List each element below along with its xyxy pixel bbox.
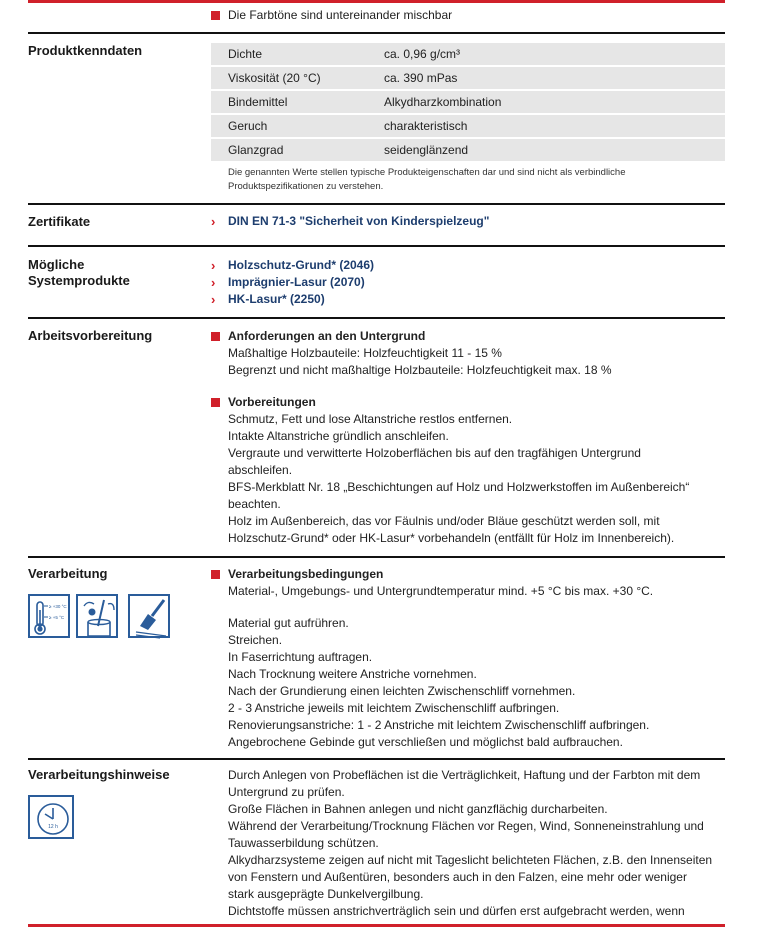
- text-line: Alkydharzsysteme zeigen auf nicht mit Tageslicht belichteten Flächen, z.B. den Innenseiten: [228, 853, 713, 867]
- note-line: Produktspezifikationen zu verstehen.: [228, 181, 384, 192]
- text-line: von Fenstern und Außentüren, besonders auch in den Falzen, eine mehr oder weniger: [228, 870, 687, 884]
- temp-high-label: ≥ +30 °C: [49, 604, 67, 609]
- section-divider: [28, 317, 725, 319]
- row-value: ca. 0,96 g/cm³: [384, 47, 461, 61]
- bottom-accent-rule: [28, 924, 725, 927]
- text-line: Holzschutz-Grund* oder HK-Lasur* vorbehandeln (entfällt für Holz im Innenbereich).: [228, 531, 675, 545]
- system-product-link[interactable]: HK-Lasur* (2250): [228, 292, 325, 306]
- row-value: charakteristisch: [384, 119, 468, 133]
- bullet-square: [211, 332, 220, 341]
- text-line: Durch Anlegen von Probeflächen ist die Verträglichkeit, Haftung und der Farbton mit dem: [228, 768, 701, 782]
- section-label-systemprodukte: [28, 257, 130, 289]
- text-line: Tauwasserbildung schützen.: [228, 836, 379, 850]
- text-line: BFS-Merkblatt Nr. 18 „Beschichtungen auf Holz und Holzwerkstoffen im Außenbereich“: [228, 480, 690, 494]
- row-key: Viskosität (20 °C): [228, 71, 321, 85]
- section-divider: [28, 32, 725, 34]
- intro-bullet-text: Die Farbtöne sind untereinander mischbar: [228, 8, 453, 22]
- section-label-verarbeitungshinweise: Verarbeitungshinweise: [28, 767, 170, 782]
- disclaimer-note: [228, 166, 718, 194]
- chevron-right-icon: ›: [211, 275, 216, 290]
- text-line: Renovierungsanstriche: 1 - 2 Anstriche mit leichtem Zwischenschliff aufbringen.: [228, 718, 650, 732]
- label-line: Systemprodukte: [28, 273, 130, 288]
- text-line: Schmutz, Fett und lose Altanstriche restlos entfernen.: [228, 412, 513, 426]
- text-line: Vergraute und verwitterte Holzoberflächen bis auf den tragfähigen Untergrund: [228, 446, 641, 460]
- row-key: Geruch: [228, 119, 268, 133]
- row-key: Glanzgrad: [228, 143, 284, 157]
- text-line: stark ausgeprägte Dunkelvergilbung.: [228, 887, 424, 901]
- system-product-link[interactable]: Imprägnier-Lasur (2070): [228, 275, 365, 289]
- text-line: Während der Verarbeitung/Trocknung Flächen vor Regen, Wind, Sonneneinstrahlung und: [228, 819, 704, 833]
- text-line: Material-, Umgebungs- und Untergrundtemperatur mind. +5 °C bis max. +30 °C.: [228, 584, 654, 598]
- table-row: [211, 91, 725, 113]
- table-row: [211, 43, 725, 65]
- text-line: Nach Trocknung weitere Anstriche vornehmen.: [228, 667, 477, 681]
- stir-paint-icon: [76, 594, 118, 638]
- row-key: Bindemittel: [228, 95, 288, 109]
- section-label-verarbeitung: Verarbeitung: [28, 566, 108, 581]
- text-line: In Faserrichtung auftragen.: [228, 650, 373, 664]
- paintbrush-icon: [128, 594, 170, 638]
- clock-icon: [28, 795, 74, 839]
- section-label-arbeitsvorbereitung: Arbeitsvorbereitung: [28, 328, 153, 343]
- label-line: Mögliche: [28, 257, 85, 272]
- text-line: abschleifen.: [228, 463, 293, 477]
- note-line: Die genannten Werte stellen typische Produkteigenschaften dar und sind nicht als verbindliche: [228, 167, 626, 178]
- chevron-right-icon: ›: [211, 258, 216, 273]
- text-line: Holz im Außenbereich, das vor Fäulnis und/oder Bläue geschützt werden soll, mit: [228, 514, 660, 528]
- text-line: Dichtstoffe müssen anstrichverträglich sein und dürfen erst aufgebracht werden, wenn: [228, 904, 685, 918]
- section-label-zertifikate: Zertifikate: [28, 214, 91, 229]
- section-label-produktkenndaten: Produktkenndaten: [28, 43, 143, 58]
- text-line: Maßhaltige Holzbauteile: Holzfeuchtigkeit 11 - 15 %: [228, 346, 502, 360]
- subheading: Anforderungen an den Untergrund: [228, 329, 426, 343]
- bullet-square: [211, 11, 220, 20]
- temp-low-label: ≥ +5 °C: [49, 615, 65, 620]
- table-row: [211, 67, 725, 89]
- text-line: 2 - 3 Anstriche jeweils mit leichtem Zwischenschliff aufbringen.: [228, 701, 560, 715]
- text-line: Große Flächen in Bahnen anlegen und nicht ganzflächig durcharbeiten.: [228, 802, 608, 816]
- chevron-right-icon: ›: [211, 292, 216, 307]
- system-product-link[interactable]: Holzschutz-Grund* (2046): [228, 258, 375, 272]
- section-divider: [28, 245, 725, 247]
- bullet-square: [211, 570, 220, 579]
- text-line: Untergrund zu prüfen.: [228, 785, 345, 799]
- row-value: seidenglänzend: [384, 143, 469, 157]
- clock-label: 12 h: [48, 824, 58, 830]
- section-divider: [28, 203, 725, 205]
- row-value: Alkydharzkombination: [384, 95, 502, 109]
- section-divider: [28, 758, 725, 760]
- bullet-square: [211, 398, 220, 407]
- text-line: Angebrochene Gebinde gut verschließen und möglichst bald aufbrauchen.: [228, 735, 623, 749]
- row-value: ca. 390 mPas: [384, 71, 458, 85]
- section-divider: [28, 556, 725, 558]
- table-row: [211, 115, 725, 137]
- text-line: Streichen.: [228, 633, 283, 647]
- text-line: Begrenzt und nicht maßhaltige Holzbauteile: Holzfeuchtigkeit max. 18 %: [228, 363, 612, 377]
- thermometer-icon: [28, 594, 70, 638]
- top-accent-rule: [28, 0, 725, 3]
- text-line: Nach der Grundierung einen leichten Zwischenschliff vornehmen.: [228, 684, 576, 698]
- table-row: [211, 139, 725, 161]
- text-line: Intakte Altanstriche gründlich anschleifen.: [228, 429, 449, 443]
- text-line: beachten.: [228, 497, 281, 511]
- row-key: Dichte: [228, 47, 263, 61]
- subheading: Verarbeitungsbedingungen: [228, 567, 384, 581]
- text-line: Material gut aufrühren.: [228, 616, 349, 630]
- subheading: Vorbereitungen: [228, 395, 316, 409]
- certificate-link[interactable]: DIN EN 71-3 "Sicherheit von Kinderspielzeug": [228, 214, 490, 228]
- chevron-right-icon: ›: [211, 214, 216, 229]
